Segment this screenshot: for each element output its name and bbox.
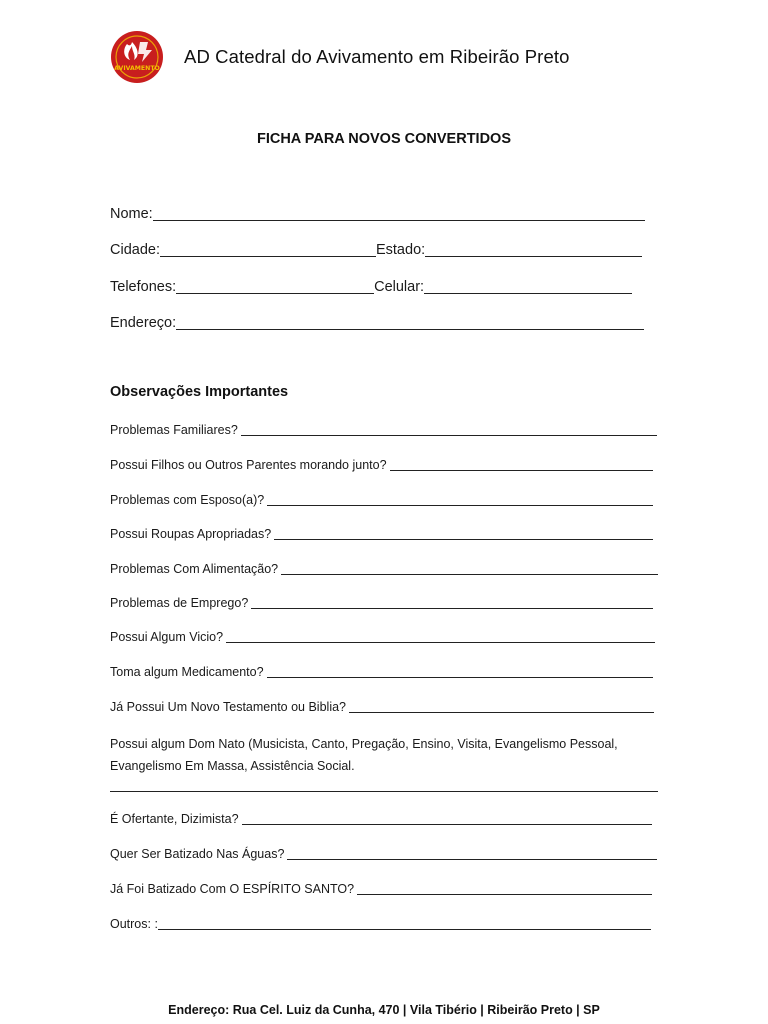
question-label: Já Foi Batizado Com O ESPÍRITO SANTO?: [110, 882, 355, 896]
question-label: Possui Algum Vicio?: [110, 630, 224, 644]
question-label: Já Possui Um Novo Testamento ou Biblia?: [110, 700, 346, 714]
input-line-estado[interactable]: [425, 242, 642, 257]
question-label: Possui Roupas Apropriadas?: [110, 527, 272, 541]
input-line-celular[interactable]: [424, 279, 632, 294]
question-label: Toma algum Medicamento?: [110, 665, 264, 679]
question-label: Quer Ser Batizado Nas Águas?: [110, 847, 285, 861]
field-nome: [110, 205, 645, 223]
label-nome: Nome:: [110, 206, 153, 222]
answer-line[interactable]: [349, 700, 654, 713]
question-dom-nato: Possui algum Dom Nato (Musicista, Canto, Pregação, Ensino, Visita, Evangelismo Pessoal, Evangelismo Em Massa, Assistência Social.: [110, 737, 618, 773]
answer-line[interactable]: [241, 423, 657, 436]
form-title: FICHA PARA NOVOS CONVERTIDOS: [256, 131, 512, 147]
question-novo-testamento: [110, 699, 654, 715]
input-line-telefones[interactable]: [176, 279, 374, 294]
answer-line[interactable]: [267, 493, 653, 506]
label-celular: Celular:: [374, 279, 425, 295]
question-label: Problemas de Emprego?: [110, 596, 249, 610]
field-endereco: [110, 314, 644, 332]
svg-text:AVIVAMENTO: AVIVAMENTO: [114, 65, 160, 72]
label-telefones: Telefones:: [110, 279, 177, 295]
organization-name: AD Catedral do Avivamento em Ribeirão Preto: [184, 46, 570, 67]
label-endereco: Endereço:: [110, 315, 177, 331]
question-outros: [110, 916, 651, 932]
answer-line[interactable]: [251, 596, 653, 609]
church-logo: [110, 30, 164, 84]
question-label: Problemas Familiares?: [110, 423, 238, 437]
field-cidade-estado: [110, 241, 642, 259]
input-line-endereco[interactable]: [176, 315, 644, 330]
answer-line[interactable]: [281, 562, 658, 575]
observations-title: Observações Importantes: [110, 384, 289, 400]
question-alimentacao: [110, 561, 658, 577]
question-roupas: [110, 526, 653, 542]
question-medicamento: [110, 664, 653, 680]
question-filhos-parentes: [110, 457, 653, 473]
question-label: É Ofertante, Dizimista?: [110, 812, 239, 826]
answer-line[interactable]: [242, 812, 652, 825]
field-telefones-celular: [110, 278, 632, 296]
document-header: [110, 30, 569, 84]
label-cidade: Cidade:: [110, 242, 160, 258]
answer-line[interactable]: [226, 630, 655, 643]
question-label: Possui Filhos ou Outros Parentes morando junto?: [110, 458, 387, 472]
question-label: Problemas Com Alimentação?: [110, 562, 279, 576]
input-line-cidade[interactable]: [160, 242, 376, 257]
question-ofertante: [110, 811, 652, 827]
question-espirito-santo: [110, 881, 652, 897]
question-problemas-familiares: [110, 422, 657, 438]
answer-line-dom-nato[interactable]: [110, 791, 658, 792]
question-vicio: [110, 629, 655, 645]
answer-line[interactable]: [357, 882, 652, 895]
footer-address: Endereço: Rua Cel. Luiz da Cunha, 470 | Vila Tibério | Ribeirão Preto | SP: [168, 1003, 600, 1017]
question-label: Outros: :: [110, 917, 158, 931]
answer-line[interactable]: [267, 665, 653, 678]
question-label: Problemas com Esposo(a)?: [110, 493, 265, 507]
question-emprego: [110, 595, 653, 611]
answer-line[interactable]: [287, 847, 657, 860]
input-line-nome[interactable]: [153, 206, 645, 221]
answer-line[interactable]: [158, 917, 651, 930]
question-problemas-esposo: [110, 492, 653, 508]
answer-line[interactable]: [274, 527, 653, 540]
answer-line[interactable]: [390, 458, 653, 471]
label-estado: Estado:: [375, 242, 426, 258]
question-batismo-aguas: [110, 846, 657, 862]
